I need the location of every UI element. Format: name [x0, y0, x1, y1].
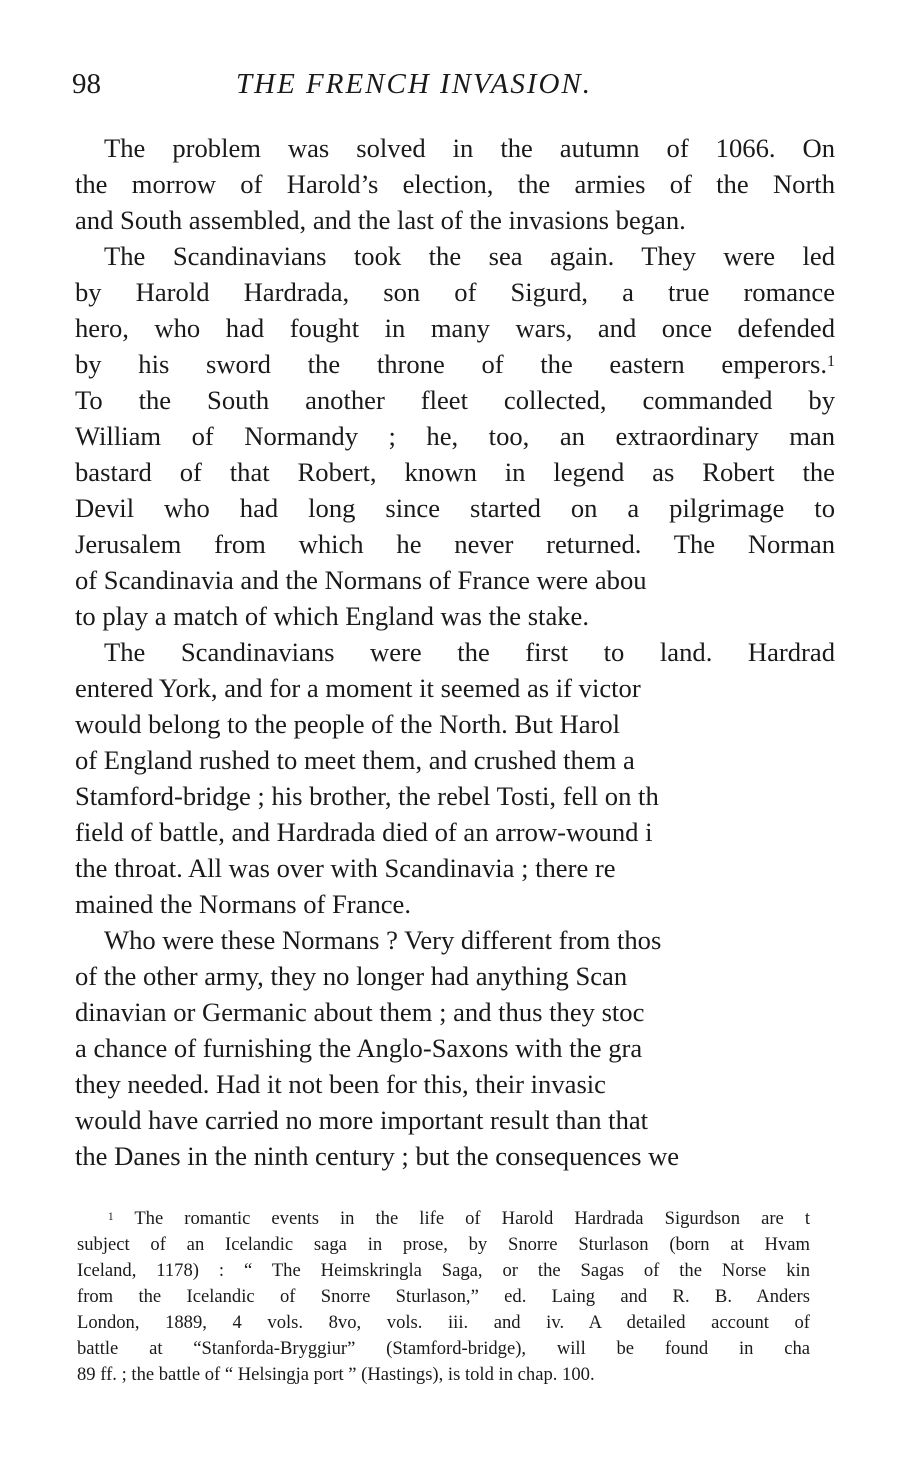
text-line: entered York, and for a moment it seemed as if victor: [75, 673, 641, 703]
text-line: The problem was solved in the autumn of 1066. On: [104, 133, 835, 163]
text-line: by Harold Hardrada, son of Sigurd, a true romance: [75, 277, 835, 307]
text-line: and South assembled, and the last of the invasions began.: [75, 205, 686, 235]
text-line: a chance of furnishing the Anglo-Saxons with the gra: [75, 1033, 643, 1063]
text-line: the Danes in the ninth century ; but the consequences we: [75, 1141, 680, 1171]
text-line: Jerusalem from which he never returned. The Norman: [75, 529, 835, 559]
text-line: the throat. All was over with Scandinavia ; there re: [75, 853, 616, 883]
text-line: William of Normandy ; he, too, an extraordinary man: [75, 421, 835, 451]
text-line: of England rushed to meet them, and crushed them a: [75, 745, 635, 775]
text-line: Stamford-bridge ; his brother, the rebel Tosti, fell on th: [75, 781, 659, 811]
text-line: of Scandinavia and the Normans of France were abou: [75, 565, 647, 595]
text-line: Who were these Normans ? Very different from thos: [104, 925, 662, 955]
page-header: [0, 68, 900, 108]
page-number: 98: [72, 68, 101, 100]
footnote-marker: 1: [108, 1211, 114, 1223]
text-line: To the South another fleet collected, commanded by: [75, 385, 835, 415]
footnote-line: from the Icelandic of Snorre Sturlason,” ed. Laing and R. B. Anders: [77, 1286, 810, 1307]
footnote-line: London, 1889, 4 vols. 8vo, vols. iii. and iv. A detailed account of: [77, 1312, 810, 1333]
footnote-line: Iceland, 1178) : “ The Heimskringla Saga, or the Sagas of the Norse kin: [77, 1260, 810, 1281]
footnote-marker: 1: [827, 353, 835, 370]
text-line: mained the Normans of France.: [75, 889, 412, 919]
footnote-line: subject of an Icelandic saga in prose, by Snorre Sturlason (born at Hvam: [77, 1234, 810, 1255]
running-title: THE FRENCH INVASION.: [236, 68, 593, 100]
text-line: to play a match of which England was the stake.: [75, 601, 589, 631]
text-line-content: by his sword the throne of the eastern emperors.: [75, 349, 828, 379]
text-line: field of battle, and Hardrada died of an arrow-wound i: [75, 817, 653, 847]
text-line: hero, who had fought in many wars, and once defended: [75, 313, 835, 343]
text-line: The Scandinavians were the first to land. Hardrad: [104, 637, 835, 667]
text-line: dinavian or Germanic about them ; and thus they stoc: [75, 997, 645, 1027]
text-line: of the other army, they no longer had anything Scan: [75, 961, 628, 991]
footnote-line: 89 ff. ; the battle of “ Helsingja port ” (Hastings), is told in chap. 100.: [77, 1364, 595, 1385]
text-line: bastard of that Robert, known in legend as Robert the: [75, 457, 835, 487]
footnote-line: [108, 1206, 810, 1232]
text-line: Devil who had long since started on a pilgrimage to: [75, 493, 835, 523]
text-line: would belong to the people of the North. But Harol: [75, 709, 621, 739]
text-line: The Scandinavians took the sea again. They were led: [104, 241, 835, 271]
text-line: the morrow of Harold’s election, the armies of the North: [75, 169, 835, 199]
text-line: would have carried no more important result than that: [75, 1105, 649, 1135]
footnote-text: The romantic events in the life of Harold Hardrada Sigurdson are t: [134, 1208, 810, 1229]
text-line: they needed. Had it not been for this, their invasic: [75, 1069, 606, 1099]
footnote-line: battle at “Stanforda-Bryggiur” (Stamford-bridge), will be found in cha: [77, 1338, 810, 1359]
text-line: [75, 346, 835, 382]
